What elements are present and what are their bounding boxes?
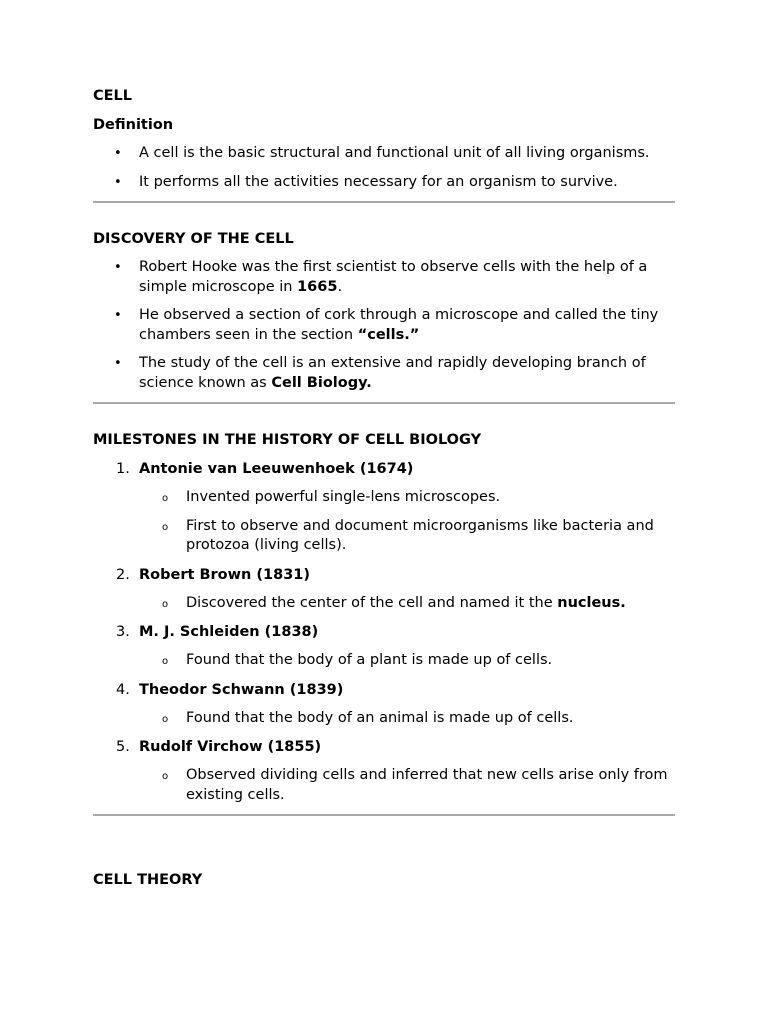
- discovery-end-1: .: [337, 278, 343, 295]
- list-number: 1.: [116, 461, 130, 477]
- bullet-marker: •: [114, 146, 122, 161]
- sub-bullet-marker: o: [162, 713, 169, 725]
- heading-milestones: MILESTONES IN THE HISTORY OF CELL BIOLOGY: [93, 432, 482, 448]
- bullet-marker: •: [114, 356, 122, 371]
- sub-bullet-marker: o: [162, 656, 169, 667]
- milestones-list: [93, 459, 675, 805]
- list-item: [93, 144, 675, 164]
- list-item: [93, 306, 675, 345]
- list-number: 2.: [116, 566, 130, 583]
- sub-bullet-marker: o: [162, 598, 169, 610]
- list-item: [93, 258, 675, 297]
- list-item: [93, 488, 675, 508]
- milestone-detail: Invented powerful single-lens microscopes.: [186, 489, 501, 505]
- discovery-bold-2: “cells.”: [357, 326, 420, 343]
- milestone-detail: Observed dividing cells and inferred that new cells arise only from existing cells.: [186, 767, 668, 803]
- list-number: 4.: [116, 681, 130, 698]
- definition-text-2: It performs all the activities necessary for an organism to survive.: [139, 173, 618, 190]
- discovery-bold-3: Cell Biology.: [271, 374, 372, 391]
- sub-bullet-marker: o: [162, 521, 169, 533]
- milestone-detail: Discovered the center of the cell and named it the: [186, 594, 558, 611]
- list-item: [93, 565, 675, 614]
- discovery-text-1: Robert Hooke was the first scientist to observe cells with the help of a simple microscope in: [139, 259, 648, 295]
- document-page: [93, 86, 675, 890]
- milestone-title: Rudolf Virchow (1855): [139, 739, 322, 755]
- definition-list: [93, 144, 675, 192]
- milestone-detail: Found that the body of an animal is made up of cells.: [186, 709, 574, 726]
- discovery-bold-1: 1665: [297, 278, 338, 295]
- heading-cell: CELL: [93, 88, 133, 104]
- milestone-detail-bold: nucleus.: [557, 594, 626, 611]
- discovery-list: [93, 258, 675, 393]
- discovery-text-3: The study of the cell is an extensive and rapidly developing branch of science known as: [139, 355, 646, 391]
- heading-discovery: DISCOVERY OF THE CELL: [93, 231, 294, 247]
- list-item: [93, 622, 675, 671]
- list-item: [93, 709, 675, 729]
- milestone-title: Theodor Schwann (1839): [139, 681, 344, 698]
- discovery-text-2: He observed a section of cork through a microscope and called the tiny chambers seen in the section: [139, 307, 659, 343]
- list-item: [93, 517, 675, 556]
- milestone-title: Robert Brown (1831): [139, 566, 311, 583]
- bullet-marker: •: [114, 308, 122, 323]
- list-item: [93, 651, 675, 671]
- list-item: [93, 173, 675, 193]
- bullet-marker: •: [114, 260, 122, 275]
- bullet-marker: •: [114, 174, 122, 190]
- definition-text-1: A cell is the basic structural and functional unit of all living organisms.: [139, 145, 650, 161]
- sub-bullet-marker: o: [162, 493, 169, 504]
- list-item: [93, 459, 675, 556]
- list-item: [93, 680, 675, 729]
- list-item: [93, 354, 675, 393]
- list-item: [93, 766, 675, 805]
- heading-cell-theory: CELL THEORY: [93, 872, 203, 888]
- list-number: 3.: [116, 624, 130, 640]
- sub-bullet-marker: o: [162, 771, 169, 782]
- list-number: 5.: [116, 739, 130, 755]
- milestone-title: Antonie van Leeuwenhoek (1674): [139, 461, 414, 477]
- list-item: [93, 594, 675, 614]
- milestone-detail: Found that the body of a plant is made up of cells.: [186, 652, 553, 668]
- milestone-detail: First to observe and document microorganisms like bacteria and protozoa (living cells).: [186, 517, 654, 553]
- milestone-title: M. J. Schleiden (1838): [139, 624, 319, 640]
- list-item: [93, 737, 675, 805]
- heading-definition: Definition: [93, 117, 174, 133]
